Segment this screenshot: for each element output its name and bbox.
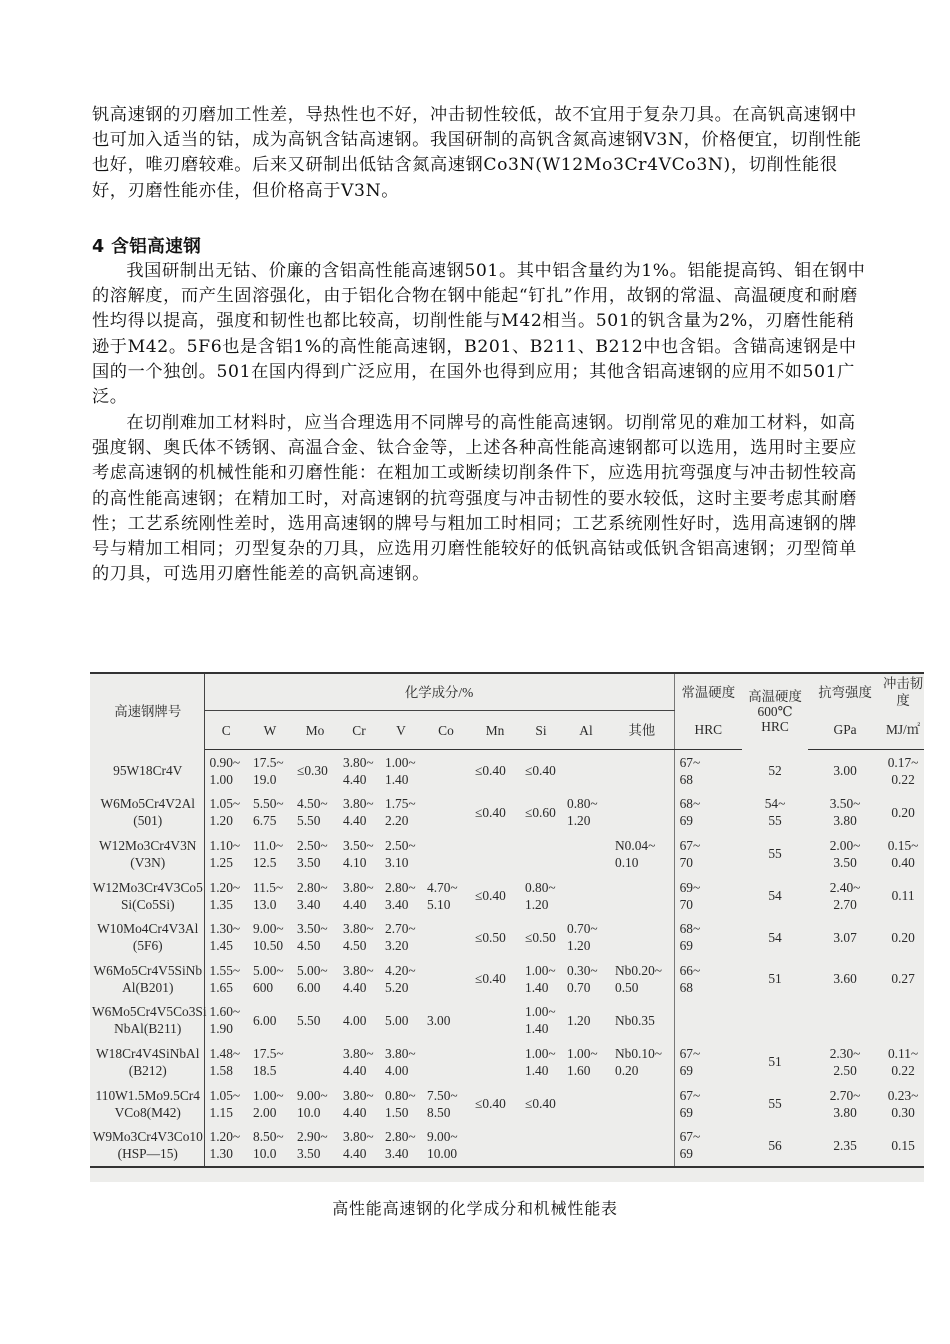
table-cell: 67~ 68 bbox=[674, 750, 742, 792]
table-cell: 1.00~ 1.40 bbox=[525, 962, 556, 995]
paragraph-aluminum-hss bbox=[92, 259, 868, 410]
header-chemical-composition: 化学成分/% bbox=[204, 673, 674, 711]
table-cell: 2.70~ 3.80 bbox=[829, 1087, 861, 1120]
table-cell: 0.15 bbox=[882, 1124, 924, 1167]
table-cell: 0.27 bbox=[891, 971, 915, 987]
table-cell: 2.30~ 2.50 bbox=[829, 1045, 861, 1078]
table-cell: 68~ 69 bbox=[674, 792, 742, 834]
table-cell: ≤0.50 bbox=[475, 929, 506, 945]
table-cell bbox=[562, 833, 610, 875]
table-cell: 1.75~ 2.20 bbox=[385, 796, 416, 829]
table-cell bbox=[562, 1124, 610, 1167]
cell-grade: 95W18Cr4V bbox=[90, 750, 204, 792]
table-cell: 2.80~ 3.40 bbox=[297, 879, 328, 912]
header-element: 其他 bbox=[610, 711, 674, 750]
table-cell: 4.50~ 5.50 bbox=[297, 796, 328, 829]
header-room-hardness: 常温硬度 bbox=[674, 673, 742, 711]
table-cell: 2.35 bbox=[808, 1124, 882, 1167]
table-cell: 5.50 bbox=[297, 1012, 321, 1028]
table-cell: 3.80~ 4.40 bbox=[343, 1045, 374, 1078]
table-cell: 1.30~ 1.45 bbox=[209, 921, 241, 954]
table-cell: 51 bbox=[768, 971, 782, 987]
table-cell: 68~ 69 bbox=[674, 916, 742, 958]
table-caption: 高性能高速钢的化学成分和机械性能表 bbox=[332, 1199, 618, 1218]
table-cell: 1.20~ 1.30 bbox=[204, 1124, 248, 1167]
table-cell: 5.00~ 6.00 bbox=[297, 962, 328, 995]
table-cell: 1.00~ 1.40 bbox=[525, 1045, 556, 1078]
table-body bbox=[90, 750, 924, 1167]
table-cell: 2.50~ 3.10 bbox=[385, 837, 416, 870]
header-hot-hardness: 高温硬度 600℃ HRC bbox=[742, 673, 808, 750]
table-cell bbox=[422, 833, 470, 875]
table-cell: Nb0.35 bbox=[615, 1012, 655, 1028]
table-cell: ≤0.40 bbox=[475, 763, 506, 779]
cell-grade: W12Mo3Cr4V3N (V3N) bbox=[90, 833, 204, 875]
table-cell bbox=[610, 1124, 674, 1167]
cell-grade: W18Cr4V4SiNbAl (B212) bbox=[90, 1041, 204, 1083]
table-cell: 1.20~ 1.35 bbox=[209, 879, 241, 912]
table-cell bbox=[610, 792, 674, 834]
header-element: Mn bbox=[470, 711, 520, 750]
table-cell: ≤0.50 bbox=[525, 929, 556, 945]
table-cell: 17.5~ 19.0 bbox=[253, 754, 284, 787]
table-cell: 0.30~ 0.70 bbox=[567, 962, 598, 995]
table-cell: 0.20 bbox=[891, 804, 915, 820]
header-element: Co bbox=[422, 711, 470, 750]
table-row bbox=[90, 1000, 924, 1042]
table-cell: Nb0.10~ 0.20 bbox=[615, 1045, 663, 1078]
table-cell: 3.00 bbox=[833, 763, 857, 779]
table-cell: ≤0.40 bbox=[525, 1096, 556, 1112]
table-cell: 7.50~ 8.50 bbox=[427, 1087, 458, 1120]
header-impact-toughness: 冲击韧度 bbox=[882, 673, 924, 711]
table-cell: 1.48~ 1.58 bbox=[209, 1045, 241, 1078]
table-cell: 0.80~ 1.20 bbox=[525, 879, 556, 912]
cell-grade: W12Mo3Cr4V3Co5 Si(Co5Si) bbox=[90, 875, 204, 917]
paragraph-text: 我国研制出无钴、价廉的含铝高性能高速钢501。其中铝含量约为1%。铝能提高钨、钼在钢中的溶解度，而产生固溶强化，由于铝化合物在钢中能起“钉扎”作用，故钢的常温、高温硬度和耐磨性均得以提高，强度和韧性也都比较高，切削性能与M42相当。501的钒含量为2%，刃磨性能稍逊于M42。5F6也是含铝1%的高性能高速钢，B201、B211、B212中也含铝。含锚高速钢是中国的一个独创。501在国内得到广泛应用，在国外也得到应用；其他含铝高速钢的应用不如501广泛。 bbox=[92, 261, 866, 408]
table-cell: 2.80~ 3.40 bbox=[380, 1124, 422, 1167]
table-cell: 51 bbox=[768, 1054, 782, 1070]
table-cell: 9.00~ 10.00 bbox=[422, 1124, 470, 1167]
table-cell bbox=[422, 958, 470, 1000]
cell-grade: W9Mo3Cr4V3Co10 (HSP—15) bbox=[90, 1124, 204, 1167]
table-row bbox=[90, 1124, 924, 1167]
table-cell bbox=[422, 750, 470, 792]
table-cell: 2.00~ 3.50 bbox=[829, 837, 861, 870]
header-unit-gpa: GPa bbox=[808, 711, 882, 750]
table-cell: 54 bbox=[768, 929, 782, 945]
table-cell: 1.00~ 1.40 bbox=[525, 1004, 556, 1037]
table-cell: ≤0.40 bbox=[475, 1096, 506, 1112]
table-cell bbox=[562, 1083, 610, 1125]
table-cell bbox=[742, 1000, 808, 1042]
table-cell: 0.70~ 1.20 bbox=[567, 921, 598, 954]
table-row bbox=[90, 875, 924, 917]
table-cell bbox=[520, 833, 562, 875]
table-cell: 54 bbox=[768, 888, 782, 904]
table-cell: 3.80~ 4.40 bbox=[343, 962, 374, 995]
table-cell: 6.00 bbox=[253, 1012, 277, 1028]
table-cell: 2.70~ 3.20 bbox=[385, 921, 416, 954]
paragraph-text: 在切削难加工材料时，应当合理选用不同牌号的高性能高速钢。切削常见的难加工材料，如高强度钢、奥氏体不锈钢、高温合金、钛合金等，上述各种高性能高速钢都可以选用，选用时主要应考虑高速钢的机械性能和刃磨性能：在粗加工或断续切削条件下，应选用抗弯强度与冲击韧性较高的高性能高速钢；在精加工时，对高速钢的抗弯强度与冲击韧性的要水较低，这时主要考虑其耐磨性；工艺系统刚性差时，选用高速钢的牌号与粗加工时相同；工艺系统刚性好时，选用高速钢的牌号与精加工相同；刃型复杂的刀具，应选用刃磨性能较好的低钒高钴或低钒含铝高速钢；刃型简单的刀具，可选用刃磨性能差的高钒高速钢。 bbox=[92, 413, 857, 585]
table-cell bbox=[610, 1083, 674, 1125]
table-cell: 69~ 70 bbox=[674, 875, 742, 917]
table-cell: 3.80~ 4.00 bbox=[385, 1045, 416, 1078]
table-cell: 3.50~ 4.10 bbox=[343, 837, 374, 870]
header-unit-hrc: HRC bbox=[674, 711, 742, 750]
table-row bbox=[90, 792, 924, 834]
section-heading: 4 含铝高速钢 bbox=[92, 237, 202, 257]
table-header-row bbox=[90, 673, 924, 711]
table-cell: 1.20 bbox=[567, 1012, 591, 1028]
composition-table-image bbox=[90, 672, 924, 1182]
table-cell: 1.05~ 1.20 bbox=[209, 796, 241, 829]
table-cell: 5.00 bbox=[385, 1012, 409, 1028]
table-cell bbox=[610, 875, 674, 917]
table-row bbox=[90, 958, 924, 1000]
table-cell: 4.70~ 5.10 bbox=[427, 879, 458, 912]
table-cell: 66~ 68 bbox=[674, 958, 742, 1000]
table-cell bbox=[470, 1041, 520, 1083]
table-cell: 0.90~ 1.00 bbox=[209, 754, 241, 787]
table-cell: 3.80~ 4.40 bbox=[343, 754, 374, 787]
table-cell: 9.00~ 10.50 bbox=[253, 921, 284, 954]
table-cell: 0.80~ 1.20 bbox=[567, 796, 598, 829]
paragraph-selection bbox=[92, 411, 868, 587]
table-cell: 55 bbox=[768, 1096, 782, 1112]
table-cell: 4.20~ 5.20 bbox=[385, 962, 416, 995]
table-cell: 0.11 bbox=[891, 888, 915, 904]
table-cell: 3.50~ 3.80 bbox=[829, 796, 861, 829]
table-cell: ≤0.30 bbox=[297, 763, 328, 779]
cell-grade: W6Mo5Cr4V5Co3Si NbAl(B211) bbox=[90, 1000, 204, 1042]
header-element: Mo bbox=[292, 711, 338, 750]
table-row bbox=[90, 833, 924, 875]
table-cell bbox=[882, 1000, 924, 1042]
table-cell: 3.80~ 4.40 bbox=[338, 1124, 380, 1167]
table-cell: N0.04~ 0.10 bbox=[615, 837, 656, 870]
paragraph-text: 钒高速钢的刃磨加工性差，导热性也不好，冲击韧性较低，故不宜用于复杂刀具。在高钒高速钢中也可加入适当的钴，成为高钒含钴高速钢。我国研制的高钒含氮高速钢V3N，价格便宜，切削性能也好，唯刃磨较难。后来又研制出低钴含氮高速钢Co3N(W12Mo3Cr4VCo3N)，切削性能很好，刃磨性能亦佳，但价格高于V3N。 bbox=[92, 105, 862, 201]
table-row bbox=[90, 916, 924, 958]
table-cell: 4.00 bbox=[343, 1012, 367, 1028]
table-cell: 2.80~ 3.40 bbox=[385, 879, 416, 912]
table-row bbox=[90, 750, 924, 792]
table-cell bbox=[422, 1041, 470, 1083]
table-cell bbox=[562, 875, 610, 917]
table-cell: 1.00~ 1.60 bbox=[567, 1045, 598, 1078]
composition-table bbox=[90, 672, 924, 1168]
table-cell: 3.50~ 4.50 bbox=[297, 921, 328, 954]
header-grade: 高速钢牌号 bbox=[90, 673, 204, 750]
table-cell: 3.80~ 4.40 bbox=[343, 1087, 374, 1120]
table-cell bbox=[470, 1000, 520, 1042]
table-cell: 5.50~ 6.75 bbox=[253, 796, 284, 829]
header-element: W bbox=[248, 711, 292, 750]
table-cell: 3.60 bbox=[833, 971, 857, 987]
table-cell: 1.10~ 1.25 bbox=[209, 837, 241, 870]
table-cell: 1.00~ 2.00 bbox=[253, 1087, 284, 1120]
table-cell: 1.00~ 1.40 bbox=[385, 754, 416, 787]
table-row bbox=[90, 1083, 924, 1125]
table-cell: 0.11~ 0.22 bbox=[887, 1045, 919, 1078]
table-cell: ≤0.60 bbox=[525, 804, 556, 820]
table-cell: 17.5~ 18.5 bbox=[253, 1045, 284, 1078]
header-unit-mj: MJ/㎡ bbox=[882, 711, 924, 750]
table-cell: Nb0.20~ 0.50 bbox=[615, 962, 663, 995]
table-cell: 3.80~ 4.40 bbox=[343, 796, 374, 829]
table-cell bbox=[520, 1124, 562, 1167]
header-element: Cr bbox=[338, 711, 380, 750]
table-cell: 9.00~ 10.0 bbox=[297, 1087, 328, 1120]
table-cell: 67~ 69 bbox=[674, 1041, 742, 1083]
table-cell: 2.50~ 3.50 bbox=[297, 837, 328, 870]
table-cell: 3.80~ 4.40 bbox=[343, 879, 374, 912]
table-cell: 67~ 69 bbox=[674, 1124, 742, 1167]
table-cell: 0.15~ 0.40 bbox=[887, 837, 919, 870]
table-cell: 5.00~ 600 bbox=[253, 962, 284, 995]
header-element: Al bbox=[562, 711, 610, 750]
cell-grade: 110W1.5Mo9.5Cr4 VCo8(M42) bbox=[90, 1083, 204, 1125]
table-cell bbox=[470, 833, 520, 875]
header-element: V bbox=[380, 711, 422, 750]
paragraph-vanadium-hss bbox=[92, 103, 868, 204]
table-cell bbox=[674, 1000, 742, 1042]
table-cell: 2.40~ 2.70 bbox=[829, 879, 861, 912]
table-cell: 1.55~ 1.65 bbox=[209, 962, 241, 995]
table-cell bbox=[610, 916, 674, 958]
table-cell bbox=[562, 750, 610, 792]
cell-grade: W6Mo5Cr4V2Al (501) bbox=[90, 792, 204, 834]
table-cell: 11.0~ 12.5 bbox=[253, 837, 284, 870]
table-cell: ≤0.40 bbox=[525, 763, 556, 779]
table-cell: 1.60~ 1.90 bbox=[209, 1004, 241, 1037]
table-cell: 0.17~ 0.22 bbox=[887, 754, 919, 787]
table-cell: 3.00 bbox=[427, 1012, 451, 1028]
table-cell bbox=[292, 1041, 338, 1083]
cell-grade: W6Mo5Cr4V5SiNb Al(B201) bbox=[90, 958, 204, 1000]
table-cell: 0.20 bbox=[891, 929, 915, 945]
table-cell: 8.50~ 10.0 bbox=[248, 1124, 292, 1167]
table-cell: ≤0.40 bbox=[475, 971, 506, 987]
table-cell: 11.5~ 13.0 bbox=[253, 879, 284, 912]
table-cell: 3.07 bbox=[833, 929, 857, 945]
table-cell bbox=[422, 916, 470, 958]
table-cell: 67~ 69 bbox=[674, 1083, 742, 1125]
table-row bbox=[90, 1041, 924, 1083]
header-bending-strength: 抗弯强度 bbox=[808, 673, 882, 711]
table-cell: ≤0.40 bbox=[475, 888, 506, 904]
table-cell: ≤0.40 bbox=[475, 804, 506, 820]
table-cell bbox=[422, 792, 470, 834]
table-cell: 2.90~ 3.50 bbox=[292, 1124, 338, 1167]
table-cell: 55 bbox=[768, 846, 782, 862]
table-cell bbox=[808, 1000, 882, 1042]
table-cell: 56 bbox=[742, 1124, 808, 1167]
table-cell: 3.80~ 4.50 bbox=[343, 921, 374, 954]
table-cell: 54~ 55 bbox=[764, 796, 786, 829]
table-cell bbox=[610, 750, 674, 792]
table-cell: 0.80~ 1.50 bbox=[385, 1087, 416, 1120]
cell-grade: W10Mo4Cr4V3Al (5F6) bbox=[90, 916, 204, 958]
table-cell bbox=[470, 1124, 520, 1167]
header-element: Si bbox=[520, 711, 562, 750]
table-cell: 1.05~ 1.15 bbox=[209, 1087, 241, 1120]
table-cell: 0.23~ 0.30 bbox=[887, 1087, 919, 1120]
table-cell: 67~ 70 bbox=[674, 833, 742, 875]
header-element: C bbox=[204, 711, 248, 750]
table-cell: 52 bbox=[768, 763, 782, 779]
